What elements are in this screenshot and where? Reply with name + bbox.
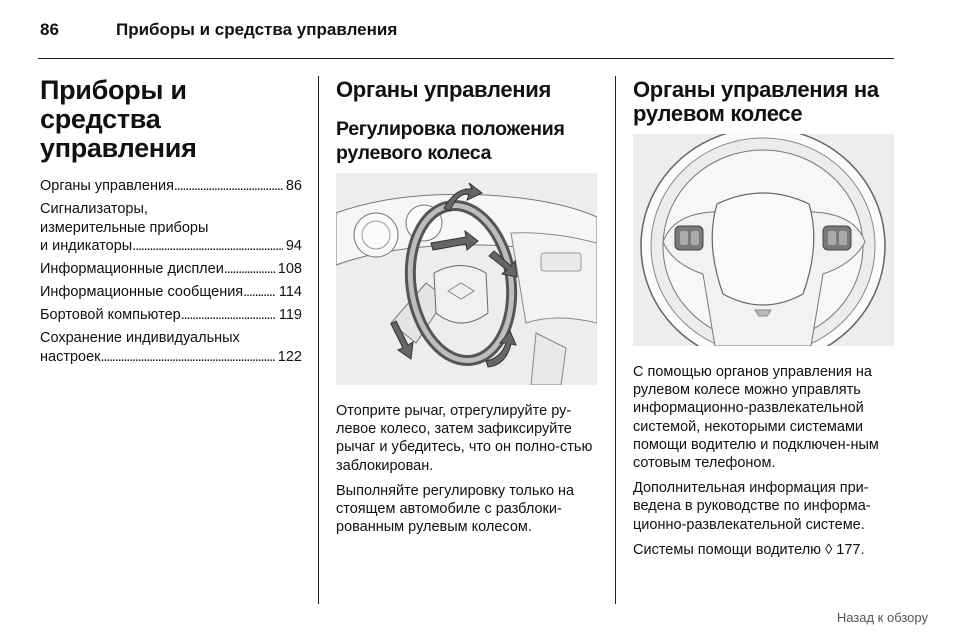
toc-entry-title: Бортовой компьютер: [40, 307, 181, 323]
column-divider-1: [318, 76, 319, 604]
toc-leader-dots: [132, 237, 283, 256]
running-header-title: Приборы и средства управления: [116, 20, 398, 39]
steering-adjust-text: [336, 402, 600, 543]
paragraph: С помощью органов управления на рулевом колесе можно управлять информационно-развлекательной системой, некоторыми системами помощи водителю и подключен-ным сотовым телефоном.: [633, 364, 879, 472]
toc-entry-title: Органы управления: [40, 178, 174, 194]
crossref-page-link[interactable]: 177.: [836, 541, 865, 558]
toc-entry-line: Сигнализаторы,: [40, 201, 148, 217]
table-of-contents: [40, 177, 302, 371]
chapter-title: Приборы и средства управления: [40, 75, 197, 163]
toc-page-number: 108: [277, 261, 302, 277]
toc-page-number: 122: [277, 348, 302, 365]
section-heading-controls: Органы управления: [336, 77, 552, 102]
toc-page-number: 114: [278, 284, 302, 300]
crossref-text: Системы помощи водителю: [633, 541, 822, 558]
back-to-overview-link[interactable]: Назад к обзору: [836, 610, 928, 625]
toc-page-number: 94: [285, 238, 302, 254]
steering-adjust-illustration: [336, 173, 597, 385]
section-heading-wheel-controls: Органы управления на рулевом колесе: [633, 77, 879, 126]
header-rule: [38, 58, 894, 59]
paragraph: Выполняйте регулировку только на стоящем автомобиле с разблоки-рованным рулевым колесом.: [336, 482, 575, 536]
toc-entry[interactable]: [40, 306, 302, 325]
toc-leader-dots: [224, 260, 275, 279]
wheel-controls-text: [633, 363, 897, 566]
toc-leader-dots: [174, 177, 283, 196]
toc-entry[interactable]: [40, 283, 302, 302]
toc-leader-dots: [101, 348, 275, 367]
toc-entry-title: Информационные дисплеи: [40, 261, 224, 277]
paragraph: Отоприте рычаг, отрегулируйте ру-левое колесо, затем зафиксируйте рычаг и убедитесь, что он полно-стью заблокирован.: [336, 403, 593, 474]
toc-entry-title: и индикаторы: [40, 238, 133, 254]
paragraph: Дополнительная информация при-ведена в руководстве по информа-ционно-развлекательной системе.: [633, 480, 871, 533]
column-divider-2: [615, 76, 616, 604]
subsection-heading-steering-adjust: Регулировка положения рулевого колеса: [336, 118, 565, 164]
toc-entry-line: измерительные приборы: [40, 219, 209, 236]
toc-entry[interactable]: [40, 177, 302, 196]
toc-entry[interactable]: [40, 260, 302, 279]
toc-page-number: 119: [278, 307, 302, 323]
crossref-paragraph: [633, 541, 897, 559]
toc-entry-title: настроек: [40, 348, 101, 365]
toc-page-number: 86: [285, 178, 302, 194]
toc-entry[interactable]: [40, 329, 302, 366]
toc-entry-title: Информационные сообщения: [40, 284, 244, 300]
steering-wheel-controls-illustration: [633, 134, 894, 346]
toc-leader-dots: [181, 306, 276, 325]
toc-entry-line: Сохранение индивидуальных: [40, 330, 240, 346]
toc-leader-dots: [243, 283, 276, 302]
crossref-arrow-icon: ◊: [825, 541, 833, 558]
toc-entry[interactable]: [40, 200, 302, 256]
page-number: 86: [40, 20, 59, 39]
